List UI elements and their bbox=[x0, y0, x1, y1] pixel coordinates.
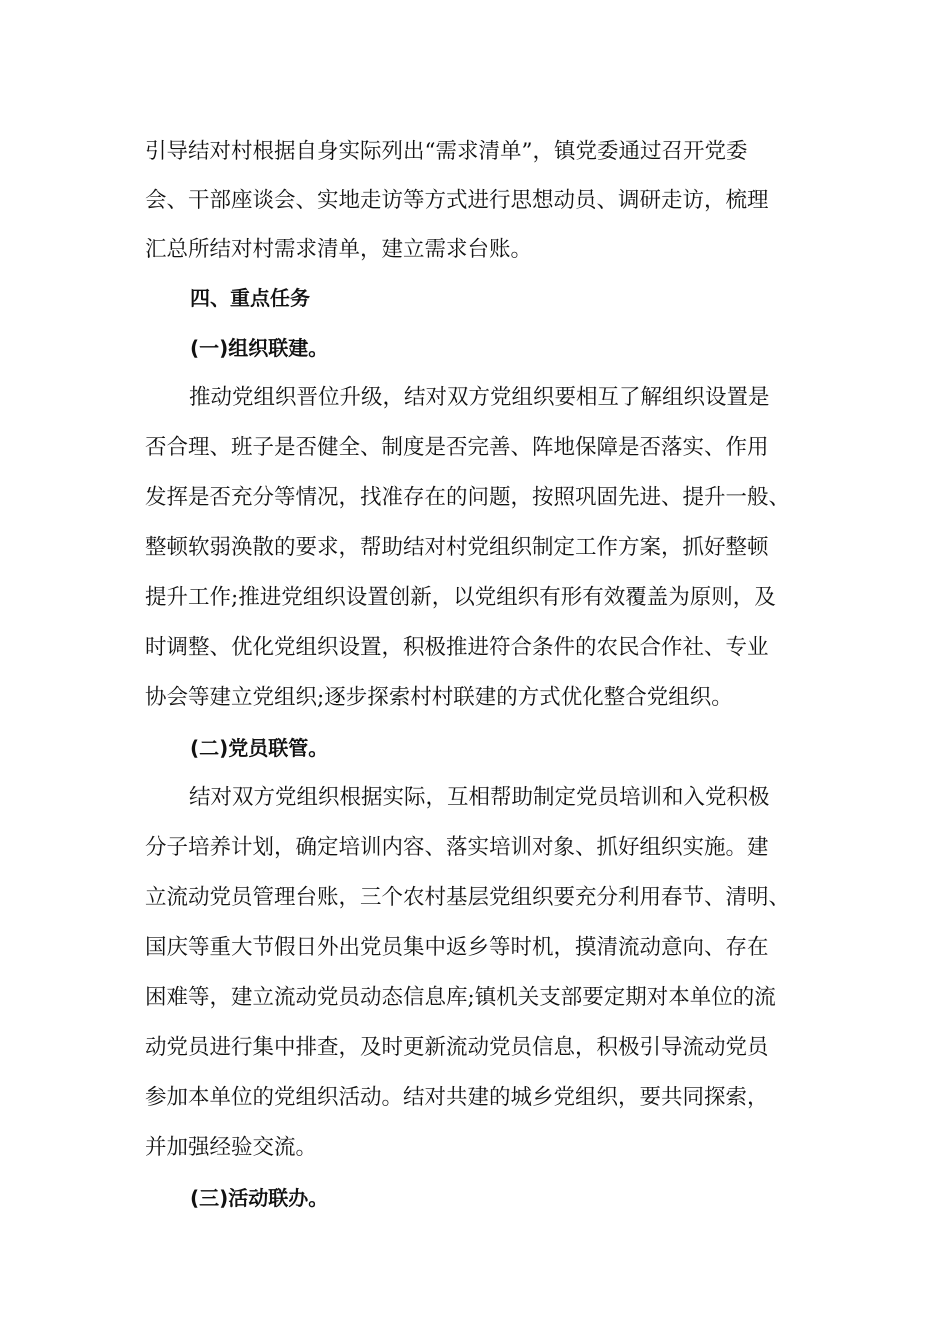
paragraph-line: 引导结对村根据自身实际列出“需求清单”，镇党委通过召开党委 bbox=[145, 139, 748, 164]
subsection-heading-members: (二)党员联管。 bbox=[190, 736, 329, 760]
paragraph-line: 分子培养计划，确定培训内容、落实培训对象、抓好组织实施。建 bbox=[145, 835, 769, 860]
paragraph-line: 参加本单位的党组织活动。结对共建的城乡党组织，要共同探索， bbox=[145, 1085, 769, 1110]
subsection-heading-activities: (三)活动联办。 bbox=[190, 1186, 329, 1210]
paragraph-line: 提升工作;推进党组织设置创新，以党组织有形有效覆盖为原则，及 bbox=[145, 585, 776, 610]
paragraph-line: 时调整、优化党组织设置，积极推进符合条件的农民合作社、专业 bbox=[145, 635, 769, 660]
paragraph-line: 立流动党员管理台账，三个农村基层党组织要充分利用春节、清明、 bbox=[145, 885, 791, 910]
paragraph-line: 协会等建立党组织;逐步探索村村联建的方式优化整合党组织。 bbox=[145, 685, 733, 710]
paragraph-line: 整顿软弱涣散的要求，帮助结对村党组织制定工作方案，抓好整顿 bbox=[145, 535, 769, 560]
paragraph-line: 推动党组织晋位升级，结对双方党组织要相互了解组织设置是 bbox=[189, 385, 770, 410]
paragraph-line: 动党员进行集中排查，及时更新流动党员信息，积极引导流动党员 bbox=[145, 1035, 769, 1060]
paragraph-needs-list bbox=[145, 137, 825, 277]
paragraph-line: 汇总所结对村需求清单，建立需求台账。 bbox=[145, 237, 533, 262]
paragraph-line: 困难等，建立流动党员动态信息库;镇机关支部要定期对本单位的流 bbox=[145, 985, 776, 1010]
paragraph-line: 国庆等重大节假日外出党员集中返乡等时机，摸清流动意向、存在 bbox=[145, 935, 769, 960]
paragraph-line: 结对双方党组织根据实际，互相帮助制定党员培训和入党积极 bbox=[189, 785, 770, 810]
paragraph-organization bbox=[145, 383, 825, 723]
paragraph-line: 会、干部座谈会、实地走访等方式进行思想动员、调研走访，梳理 bbox=[145, 188, 769, 213]
subsection-heading-organization: (一)组织联建。 bbox=[190, 336, 329, 360]
paragraph-line: 否合理、班子是否健全、制度是否完善、阵地保障是否落实、作用 bbox=[145, 435, 769, 460]
section-heading-key-tasks: 四、重点任务 bbox=[190, 286, 310, 310]
paragraph-line: 发挥是否充分等情况，找准存在的问题，按照巩固先进、提升一般、 bbox=[145, 485, 791, 510]
paragraph-members bbox=[145, 783, 825, 1173]
paragraph-line: 并加强经验交流。 bbox=[145, 1135, 318, 1160]
